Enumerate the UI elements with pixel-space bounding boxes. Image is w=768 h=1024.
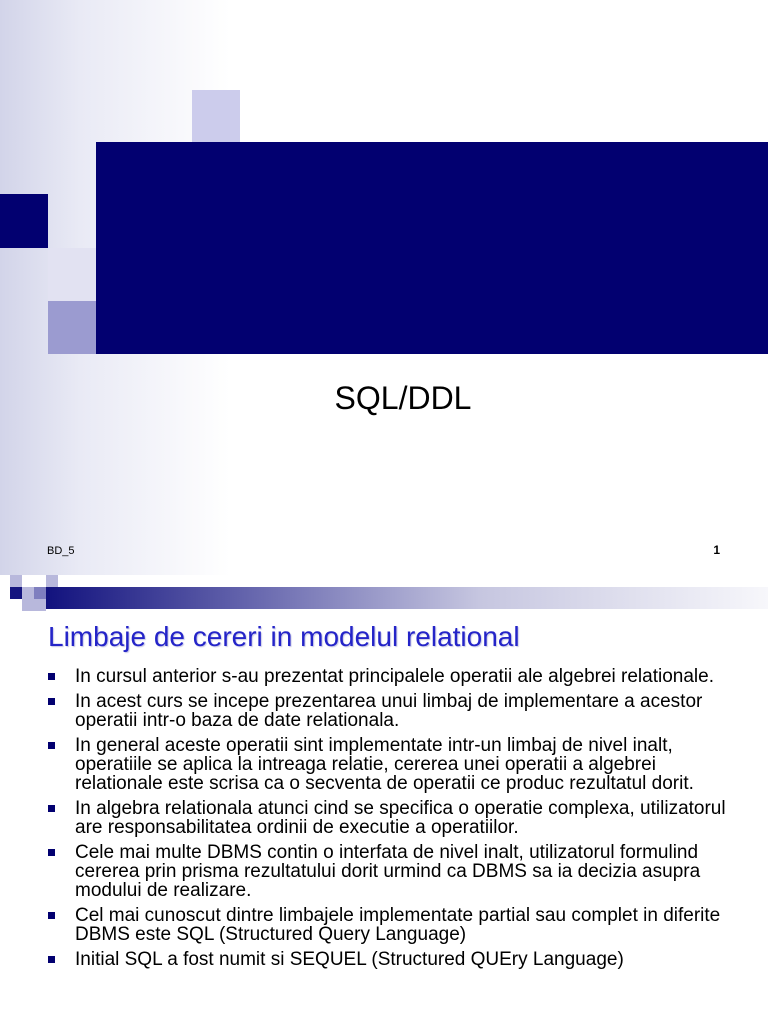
bullet-text: In general aceste operatii sint implementate intr-un limbaj de nivel inalt, operatiile se aplica la intreaga relatie, cererea unei operatii a algebrei relationale este scrisa ca o secventa de operatii ce produc rezultatul dorit. — [75, 735, 694, 794]
bullet-text: Cele mai multe DBMS contin o interfata de nivel inalt, utilizatorul formulind cererea prin prisma rezultatului dorit urmind ca DBMS sa ia decizia asupra modului de realizare. — [75, 842, 701, 901]
header-gradient-strip — [46, 587, 768, 609]
footer-course-code: BD_5 — [47, 545, 75, 557]
bullet-square-icon — [48, 698, 55, 705]
deco-square — [48, 248, 96, 301]
bullet-list — [48, 667, 728, 975]
slide-title: SQL/DDL — [334, 380, 472, 416]
bullet-text: In acest curs se incepe prezentarea unui limbaj de implementare a acestor operatii intr-o baza de date relationala. — [75, 691, 703, 731]
deco-square — [192, 90, 240, 143]
deco-square — [46, 575, 58, 587]
deco-square — [22, 587, 34, 599]
bullet-item — [48, 906, 728, 944]
deco-square — [10, 575, 22, 587]
deco-square — [34, 587, 46, 599]
navy-block — [0, 194, 48, 248]
content-slide — [0, 575, 768, 1024]
deco-square — [34, 599, 46, 611]
bullet-item — [48, 692, 728, 730]
bullet-item — [48, 736, 728, 793]
bullet-square-icon — [48, 912, 55, 919]
bullet-item — [48, 799, 728, 837]
bullet-text: Initial SQL a fost numit si SEQUEL (Structured QUEry Language) — [75, 949, 624, 970]
bullet-square-icon — [48, 673, 55, 680]
page-number: 1 — [713, 543, 720, 557]
bullet-square-icon — [48, 849, 55, 856]
bullet-text: Cel mai cunoscut dintre limbajele implementate partial sau complet in diferite DBMS este SQL (Structured Query Language) — [75, 905, 721, 945]
deco-square — [10, 587, 22, 599]
bullet-text: In algebra relationala atunci cind se specifica o operatie complexa, utilizatorul are responsabilitatea ordinii de executie a operatiilor. — [75, 798, 726, 838]
slide-heading: Limbaje de cereri in modelul relational — [48, 621, 520, 652]
bullet-item — [48, 843, 728, 900]
bullet-square-icon — [48, 956, 55, 963]
bullet-item — [48, 667, 728, 686]
bullet-square-icon — [48, 742, 55, 749]
navy-title-band — [96, 142, 768, 354]
bullet-text: In cursul anterior s-au prezentat principalele operatii ale algebrei relationale. — [75, 666, 714, 687]
deco-square — [22, 599, 34, 611]
bullet-square-icon — [48, 805, 55, 812]
deco-square — [48, 301, 96, 354]
bullet-item — [48, 950, 728, 969]
